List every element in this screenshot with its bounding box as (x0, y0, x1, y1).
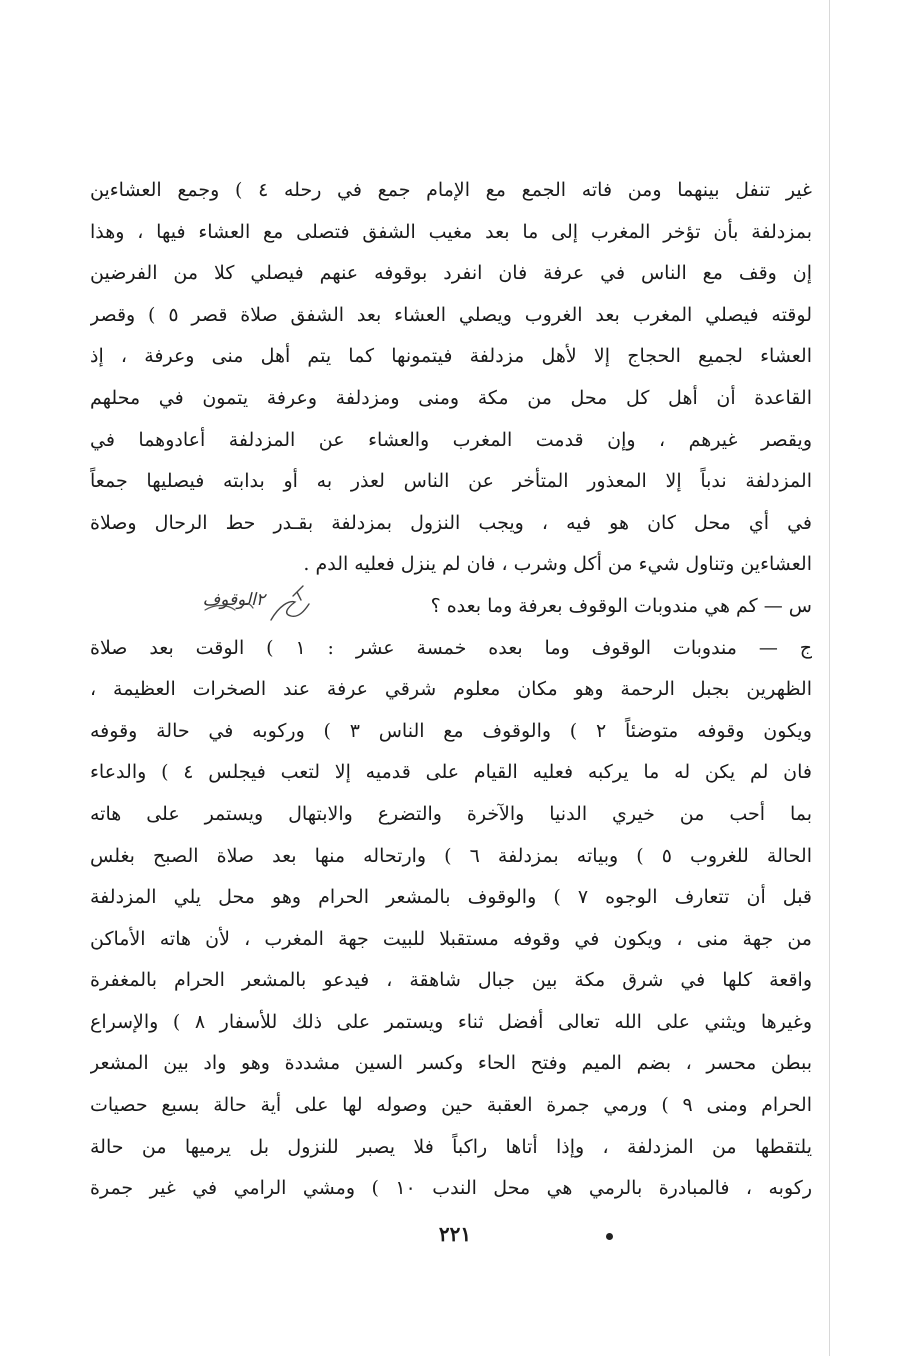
text-line: إن وقف مع الناس في عرفة فان انفرد بوقوفه عنهم فيصلي كلا من الفرضين (90, 262, 812, 285)
bullet-dot (606, 1233, 613, 1240)
text-line: بمزدلفة بأن تؤخر المغرب إلى ما بعد مغيب الشفق فتصلى مع العشاء فيها ، وهذا (90, 220, 812, 243)
answer-line: بما أحب من خيري الدنيا والآخرة والتضرع والابتهال ويستمر على هاته (90, 802, 812, 825)
page-number: ٢٢١ (438, 1222, 472, 1246)
answer-line: واقعة كلها في شرق مكة بين جبال شاهقة ، فيدعو بالمشعر الحرام بالمغفرة (90, 969, 812, 992)
answer-line: فان لم يكن له ما يركبه فعليه القيام على قدميه إلا لتعب فيجلس ٤ ) والدعاء (90, 761, 812, 784)
answer-line: ببطن محسر ، بضم الميم وفتح الحاء وكسر السين مشددة وهو واد بين المشعر (90, 1052, 812, 1075)
handwritten-margin-note (175, 580, 315, 630)
text-line: القاعدة أن أهل كل محل من مكة ومنى ومزدلفة وعرفة يتمون في محلهم (90, 386, 812, 409)
text-line: المزدلفة ندباً إلا المعذور المتأخر عن الناس لعذر به أو بدابته فيصليها جمعاً (90, 470, 812, 493)
question-line: س — كم هي مندوبات الوقوف بعرفة وما بعده ؟ (430, 594, 812, 617)
answer-line: الحرام ومنى ٩ ) ورمي جمرة العقبة حين وصوله لها على أية حالة بسبع حصيات (90, 1094, 812, 1117)
answer-line: وغيرها ويثني على الله تعالى أفضل ثناء ويستمر على ذلك للأسفار ٨ ) والإسراع (90, 1010, 812, 1033)
answer-line: ركوبه ، فالمبادرة بالرمي هي محل الندب ١٠ ) ومشي الرامي في غير جمرة (90, 1177, 812, 1200)
answer-line: ج — مندوبات الوقوف وما بعده خمسة عشر : ١ ) الوقت بعد صلاة (90, 636, 812, 659)
answer-line: من جهة منى ، ويكون في وقوفه مستقبلا للبيت جهة المغرب ، لأن هاته الأماكن (90, 927, 812, 950)
page-binding-edge (829, 0, 830, 1356)
answer-line: ويكون وقوفه متوضئاً ٢ ) والوقوف مع الناس ٣ ) وركوبه في حالة وقوفه (90, 719, 812, 742)
text-line: العشاء لجميع الحجاج إلا لأهل مزدلفة فيتمونها كما يتم أهل منى وعرفة ، إذ (90, 345, 812, 368)
text-line: غير تنفل بينهما ومن فاته الجمع مع الإمام جمع في رحله ٤ ) وجمع العشاءين (90, 179, 812, 201)
body-text (90, 170, 812, 1210)
text-line: ويقصر غيرهم ، وإن قدمت المغرب والعشاء عن المزدلفة أعادوهما في (90, 428, 812, 451)
answer-line: يلتقطها من المزدلفة ، وإذا أتاها راكباً فلا يصبر للنزول بل يرميها من حالة (90, 1135, 812, 1158)
text-line: في أي محل كان هو فيه ، ويجب النزول بمزدلفة بقـدر حط الرحال وصلاة (90, 511, 812, 534)
text-line: العشاءين وتناول شيء من أكل وشرب ، فان لم ينزل فعليه الدم . (303, 553, 812, 576)
answer-line: الظهرين بجبل الرحمة وهو مكان معلوم شرقي عرفة عند الصخرات العظيمة ، (90, 678, 812, 701)
answer-line: قبل أن تتعارف الوجوه ٧ ) والوقوف بالمشعر الحرام وهو محل يلي المزدلفة (90, 886, 812, 909)
answer-line: الحالة للغروب ٥ ) وبياته بمزدلفة ٦ ) وارتحاله منها بعد صلاة الصبح بغلس (90, 844, 812, 867)
margin-note-text: ٢الوقوف (202, 590, 265, 610)
text-line: لوقته فيصلي المغرب بعد الغروب ويصلي العشاء بعد الشفق صلاة قصر ٥ ) وقصر (90, 303, 812, 326)
